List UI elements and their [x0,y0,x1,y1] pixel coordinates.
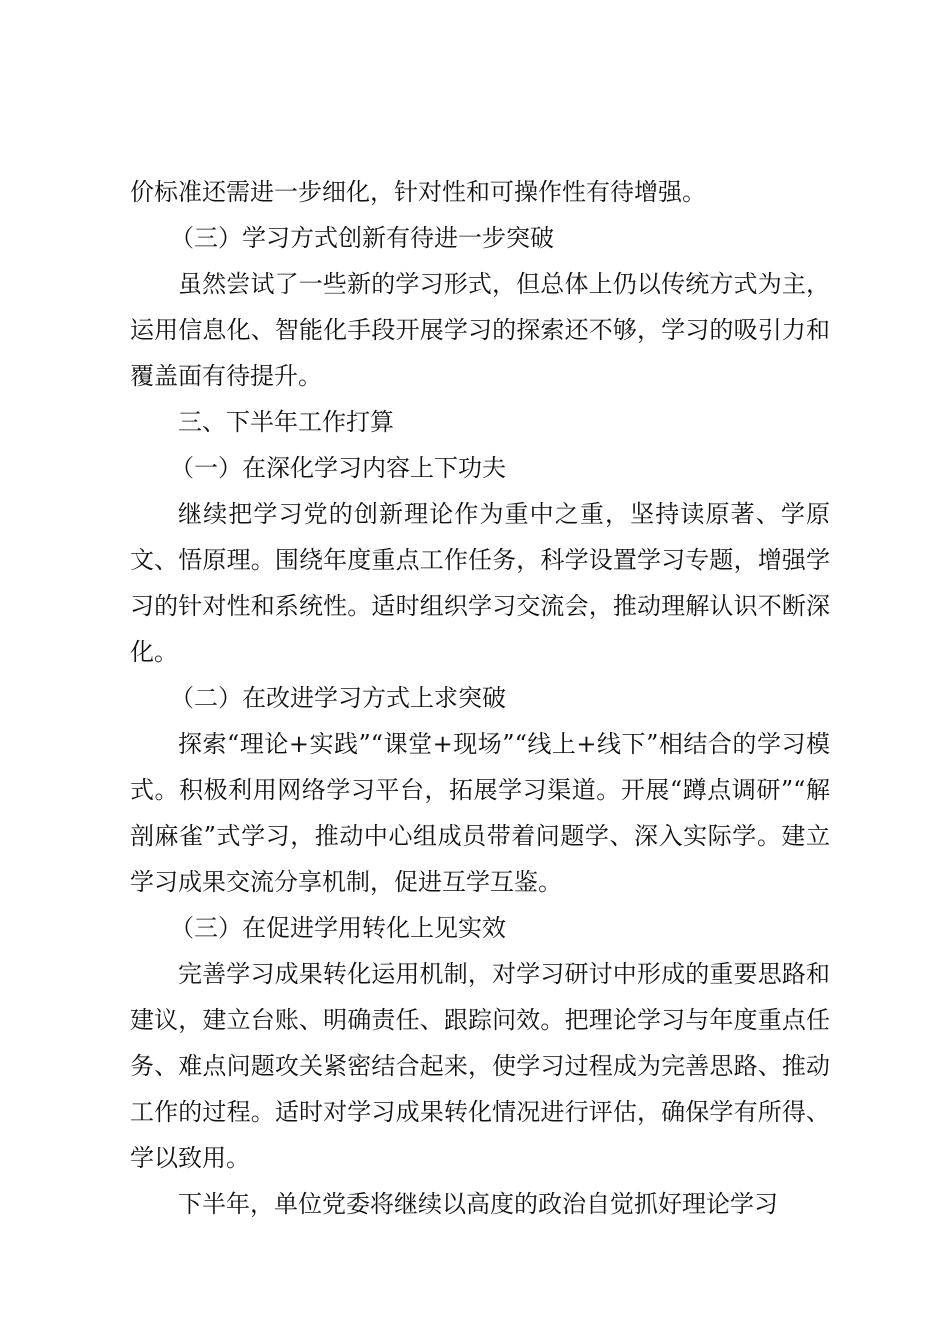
document-body [130,169,830,1227]
subheading-3-learning-innovation: （三）学习方式创新有待进一步突破 [170,224,554,252]
paragraph-learning-methods: 虽然尝试了一些新的学习形式，但总体上仍以传统方式为主，运用信息化、智能化手段开展学习的探索还不够，学习的吸引力和覆盖面有待提升。 [130,270,830,390]
subheading-1-deepen-content: （一）在深化学习内容上下功夫 [170,454,506,482]
paragraph-continuation: 价标准还需进一步细化，针对性和可操作性有待增强。 [130,178,706,206]
paragraph-closing: 下半年，单位党委将继续以高度的政治自觉抓好理论学习 [178,1190,778,1218]
subheading-2-improve-methods: （二）在改进学习方式上求突破 [170,684,506,712]
paragraph-apply-learning: 完善学习成果转化运用机制，对学习研讨中形成的重要思路和建议，建立台账、明确责任、跟踪问效。把理论学习与年度重点任务、难点问题攻关紧密结合起来，使学习过程成为完善思路、推动工作的过程。适时对学习成果转化情况进行评估，确保学有所得、学以致用。 [130,960,830,1172]
section-heading-next-half-plan: 三、下半年工作打算 [178,408,394,436]
paragraph-deepen-content: 继续把学习党的创新理论作为重中之重，坚持读原著、学原文、悟原理。围绕年度重点工作任务，科学设置学习专题，增强学习的针对性和系统性。适时组织学习交流会，推动理解认识不断深化。 [130,500,830,666]
paragraph-improve-methods: 探索“理论+实践”“课堂+现场”“线上+线下”相结合的学习模式。积极利用网络学习平台，拓展学习渠道。开展“蹲点调研”“解剖麻雀”式学习，推动中心组成员带着问题学、深入实际学。建立学习成果交流分享机制，促进互学互鉴。 [130,730,830,896]
subheading-3-apply-learning: （三）在促进学用转化上见实效 [170,914,506,942]
